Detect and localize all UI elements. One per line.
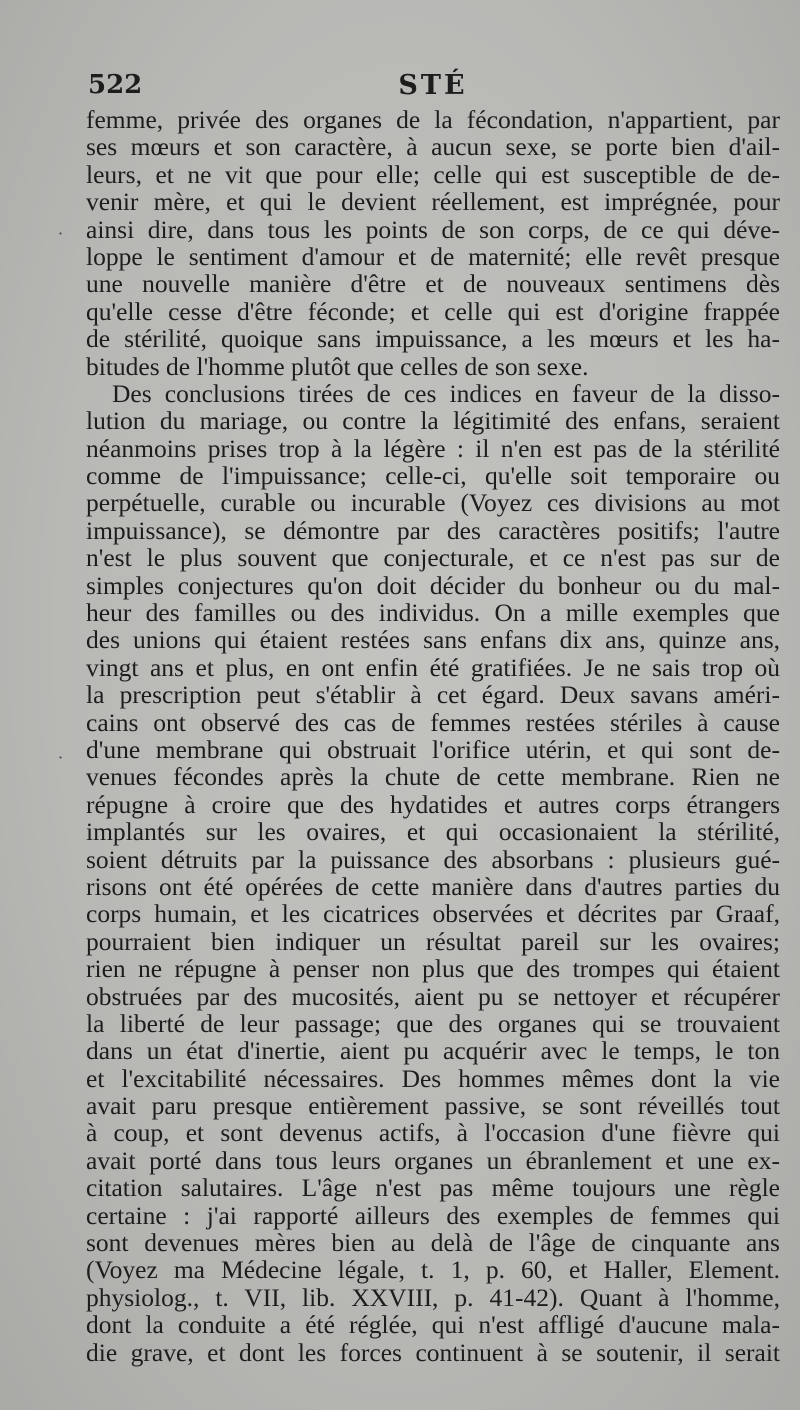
text-line: rien ne répugne à penser non plus que des trompes qui étaient	[86, 954, 780, 984]
text-line: (Voyez ma Médecine légale, t. 1, p. 60, et Haller, Element.	[86, 1255, 780, 1285]
text-line: venues fécondes après la chute de cette membrane. Rien ne	[86, 762, 780, 792]
text-line: certaine : j'ai rapporté ailleurs des exemples de femmes qui	[86, 1200, 780, 1230]
text-line: simples conjectures qu'on doit décider du bonheur ou du mal-	[86, 570, 780, 600]
text-line: implantés sur les ovaires, et qui occasionaient la stérilité,	[86, 817, 780, 847]
page-number: 522	[88, 70, 143, 100]
text-line: d'une membrane qui obstruait l'orifice utérin, et qui sont de-	[86, 734, 780, 764]
text-line: dont la conduite a été réglée, qui n'est affligé d'aucune mala-	[86, 1310, 780, 1340]
text-line: soient détruits par la puissance des absorbans : plusieurs gué-	[86, 844, 780, 874]
text-line: la liberté de leur passage; que des organes qui se trouvaient	[86, 1008, 780, 1038]
text-line: loppe le sentiment d'amour et de maternité; elle revêt presque	[86, 241, 780, 271]
text-line: néanmoins prises trop à la légère : il n'en est pas de la stérilité	[86, 433, 780, 463]
text-line: lution du mariage, ou contre la légitimité des enfans, seraient	[86, 406, 780, 436]
text-line: avait porté dans tous leurs organes un ébranlement et une ex-	[86, 1145, 780, 1175]
text-line: répugne à croire que des hydatides et autres corps étrangers	[86, 789, 780, 819]
text-line: venir mère, et qui le devient réellement, est imprégnée, pour	[86, 187, 780, 217]
text-line: une nouvelle manière d'être et de nouveaux sentimens dès	[86, 269, 780, 299]
text-line: et l'excitabilité nécessaires. Des hommes mêmes dont la vie	[86, 1063, 780, 1093]
text-line: vingt ans et plus, en ont enfin été gratifiées. Je ne sais trop où	[86, 652, 780, 682]
text-line: des unions qui étaient restées sans enfans dix ans, quinze ans,	[86, 625, 780, 655]
text-line: n'est le plus souvent que conjecturale, et ce n'est pas sur de	[86, 543, 780, 573]
text-line: ainsi dire, dans tous les points de son corps, de ce qui déve-	[86, 214, 780, 244]
text-line: comme de l'impuissance; celle-ci, qu'elle soit temporaire ou	[86, 461, 780, 491]
text-line: impuissance), se démontre par des caractères positifs; l'autre	[86, 515, 780, 545]
text-line: ses mœurs et son caractère, à aucun sexe, se porte bien d'ail-	[86, 132, 780, 162]
text-line: risons ont été opérées de cette manière dans d'autres parties du	[86, 871, 780, 901]
text-line: corps humain, et les cicatrices observées et décrites par Graaf,	[86, 899, 780, 929]
text-line: heur des familles ou des individus. On a mille exemples que	[86, 598, 780, 628]
body-text	[86, 106, 780, 1366]
text-line: avait paru presque entièrement passive, se sont réveillés tout	[86, 1091, 780, 1121]
margin-speck: ·	[58, 748, 64, 767]
text-line: die grave, et dont les forces continuent à se soutenir, il serait	[86, 1337, 780, 1367]
text-line: de stérilité, quoique sans impuissance, a les mœurs et les ha-	[86, 324, 780, 354]
text-line: obstruées par des mucosités, aient pu se nettoyer et récupérer	[86, 981, 780, 1011]
page-header	[88, 70, 778, 104]
text-line: pourraient bien indiquer un résultat pareil sur les ovaires;	[86, 926, 780, 956]
text-line: leurs, et ne vit que pour elle; celle qui est susceptible de de-	[86, 159, 780, 189]
text-line: à coup, et sont devenus actifs, à l'occasion d'une fièvre qui	[86, 1118, 780, 1148]
text-line: la prescription peut s'établir à cet égard. Deux savans améri-	[86, 680, 780, 710]
text-line: dans un état d'inertie, aient pu acquérir avec le temps, le ton	[86, 1036, 780, 1066]
text-line: perpétuelle, curable ou incurable (Voyez ces divisions au mot	[86, 488, 780, 518]
text-line: physiolog., t. VII, lib. XXVIII, p. 41-42). Quant à l'homme,	[86, 1282, 780, 1312]
text-line: qu'elle cesse d'être féconde; et celle qui est d'origine frappée	[86, 296, 780, 326]
text-line: bitudes de l'homme plutôt que celles de son sexe.	[86, 351, 589, 381]
text-line: citation salutaires. L'âge n'est pas même toujours une règle	[86, 1173, 780, 1203]
text-line: cains ont observé des cas de femmes restées stériles à cause	[86, 707, 780, 737]
text-line: Des conclusions tirées de ces indices en faveur de la disso-	[112, 378, 780, 408]
running-head: STÉ	[398, 70, 468, 101]
text-line: femme, privée des organes de la fécondation, n'appartient, par	[86, 105, 780, 134]
text-line: sont devenues mères bien au delà de l'âge de cinquante ans	[86, 1228, 780, 1258]
margin-speck: ·	[58, 224, 64, 243]
